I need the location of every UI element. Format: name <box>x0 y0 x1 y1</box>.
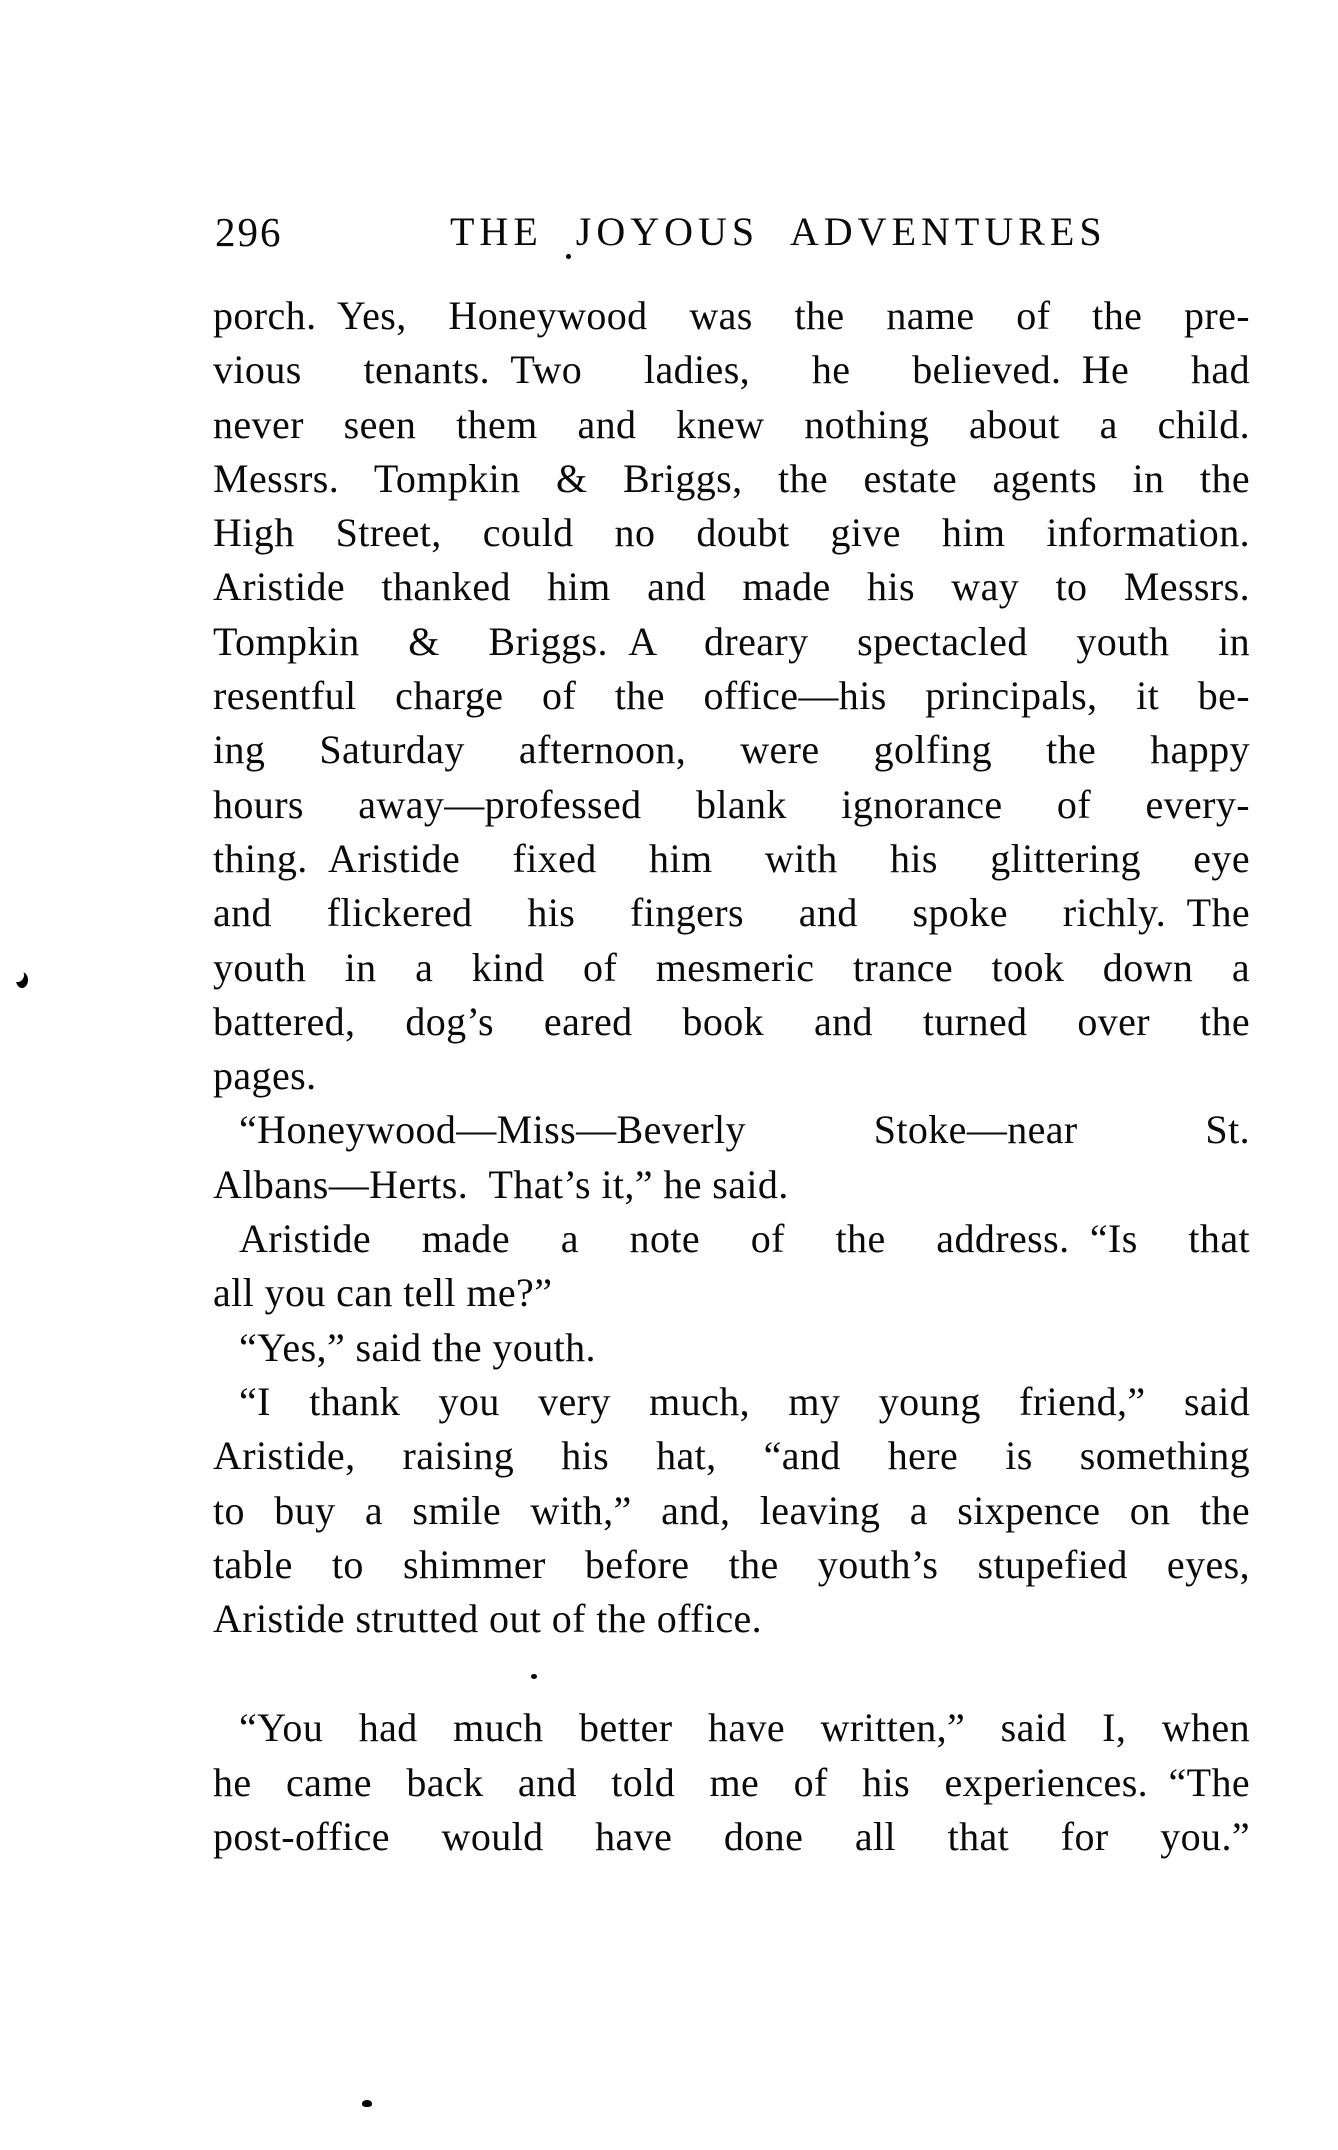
text-line: and flickered his fingers and spoke richly. The <box>213 890 1250 936</box>
text-line: all you can tell me?” <box>213 1270 553 1316</box>
text-line: hours away—professed blank ignorance of every- <box>213 781 1250 827</box>
text-line: Aristide strutted out of the office. <box>213 1596 763 1642</box>
text-line: pages. <box>213 1053 317 1099</box>
text-line: Aristide, raising his hat, “and here is something <box>213 1433 1250 1479</box>
text-line: “You had much better have written,” said I, when <box>239 1705 1250 1751</box>
text-line: High Street, could no doubt give him information. <box>213 510 1250 556</box>
ink-speck <box>16 972 28 988</box>
text-line: ing Saturday afternoon, were golfing the happy <box>213 727 1250 773</box>
ink-speck <box>566 254 571 259</box>
text-line: “Yes,” said the youth. <box>239 1324 596 1370</box>
text-line: resentful charge of the office—his principals, it be- <box>213 673 1250 719</box>
text-line: never seen them and knew nothing about a child. <box>213 401 1250 447</box>
text-line: “I thank you very much, my young friend,” said <box>239 1378 1250 1424</box>
text-line: post-office would have done all that for you.” <box>213 1814 1250 1860</box>
ink-speck <box>531 1674 537 1679</box>
text-line: Aristide thanked him and made his way to Messrs. <box>213 564 1250 610</box>
ink-speck <box>362 2100 372 2107</box>
text-line: he came back and told me of his experiences. “The <box>213 1759 1250 1805</box>
running-title: THE JOYOUS ADVENTURES <box>450 209 1107 254</box>
text-line: Aristide made a note of the address. “Is that <box>239 1216 1250 1262</box>
text-line: table to shimmer before the youth’s stupefied eyes, <box>213 1541 1250 1587</box>
text-line: vious tenants. Two ladies, he believed. He had <box>213 347 1250 393</box>
text-line: porch. Yes, Honeywood was the name of the pre- <box>213 293 1250 338</box>
text-line: thing. Aristide fixed him with his glittering eye <box>213 835 1250 881</box>
text-line: youth in a kind of mesmeric trance took down a <box>213 944 1250 990</box>
text-line: Messrs. Tompkin & Briggs, the estate agents in the <box>213 455 1250 501</box>
text-line: battered, dog’s eared book and turned over the <box>213 998 1250 1044</box>
text-line: Tompkin & Briggs. A dreary spectacled youth in <box>213 618 1250 664</box>
text-line: to buy a smile with,” and, leaving a sixpence on the <box>213 1487 1250 1533</box>
page-number: 296 <box>215 209 283 255</box>
page-header <box>213 208 1250 264</box>
text-column <box>213 289 1250 1864</box>
text-line: “Honeywood—Miss—Beverly Stoke—near St. <box>239 1107 1250 1153</box>
text-line: Albans—Herts. That’s it,” he said. <box>213 1161 789 1207</box>
